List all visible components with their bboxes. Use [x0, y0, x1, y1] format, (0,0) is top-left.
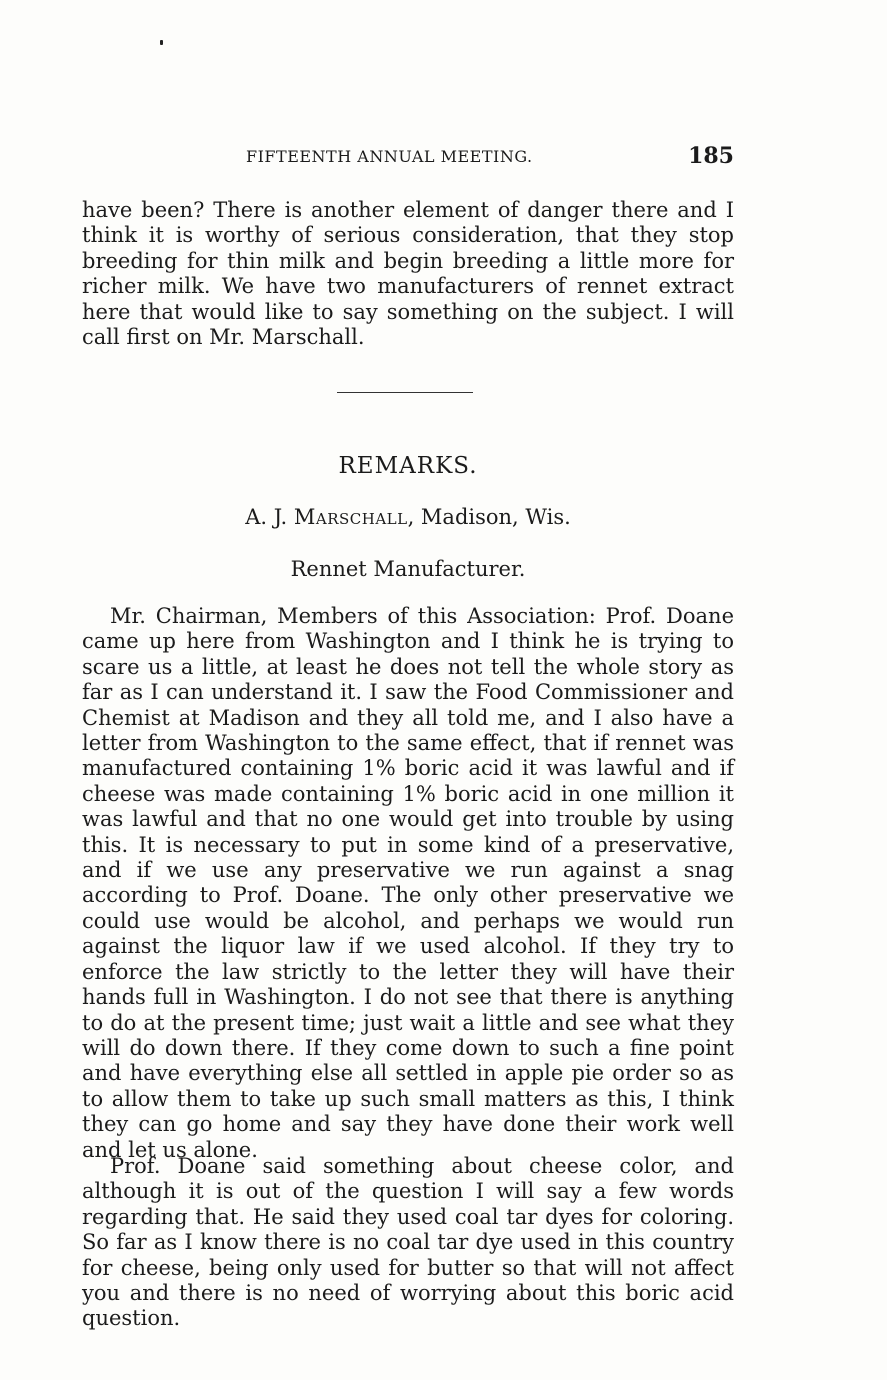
section-title: REMARKS.: [338, 453, 478, 479]
print-speck: [160, 40, 163, 45]
section-author: [82, 505, 734, 529]
paragraph-continuation: have been? There is another element of danger there and I think it is worthy of serious consideration, that they stop breeding for thin milk and begin breeding a little more for richer milk. We have two manufacturers of rennet extract here that would like to say something on the subject. I will call first on Mr. Marschall.: [82, 198, 734, 350]
author-location: , Madison, Wis.: [407, 505, 571, 529]
running-head-title: FIFTEENTH ANNUAL MEETING.: [246, 147, 533, 166]
author-role: Rennet Manufacturer.: [290, 557, 526, 581]
author-surname: Marschall: [293, 505, 408, 529]
paragraph-remarks-2: Prof. Doane said something about cheese color, and although it is out of the question I will say a few words regarding that. He said they used coal tar dyes for coloring. So far as I know there is no coal tar dye used in this country for cheese, being only used for butter so that will not affect you and there is no need of worrying about this boric acid question.: [82, 1154, 734, 1331]
section-divider-rule: [337, 392, 473, 393]
paragraph-remarks-1: Mr. Chairman, Members of this Association: Prof. Doane came up here from Washington and I think he is trying to scare us a little, at least he does not tell the whole story as far as I can understand it. I saw the Food Commissioner and Chemist at Madison and they all told me, and I also have a letter from Washington to the same effect, that if rennet was manufactured containing 1% boric acid it was lawful and if cheese was made containing 1% boric acid in one million it was lawful and that no one would get into trouble by using this. It is necessary to put in some kind of a preservative, and if we use any preservative we run against a snag according to Prof. Doane. The only other preservative we could use would be alcohol, and perhaps we would run against the liquor law if we used alcohol. If they try to enforce the law strictly to the letter they will have their hands full in Washington. I do not see that there is anything to do at the present time; just wait a little and see what they will do down there. If they come down to such a fine point and have everything else all settled in apple pie order so as to allow them to take up such small matters as this, I think they can go home and say they have done their work well and let us alone.: [82, 604, 734, 1162]
author-initials: A. J.: [245, 505, 294, 529]
running-head: [82, 143, 734, 171]
page-number: 185: [688, 143, 734, 169]
